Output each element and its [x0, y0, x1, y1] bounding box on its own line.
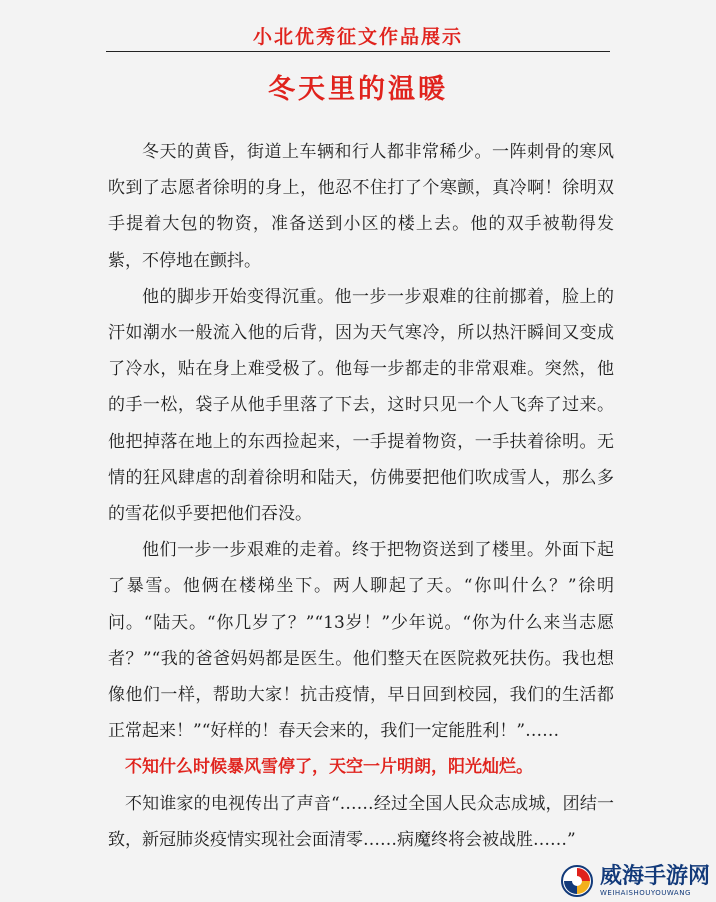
highlight-paragraph: 不知什么时候暴风雪停了，天空一片明朗，阳光灿烂。	[125, 757, 533, 778]
header-divider	[106, 51, 610, 52]
swirl-logo-icon	[560, 864, 594, 898]
article-body	[108, 134, 614, 858]
watermark-name-en: WEIHAISHOUYOUWANG	[599, 889, 691, 897]
site-watermark	[560, 864, 710, 898]
header-title: 小北优秀征文作品展示	[252, 26, 463, 48]
paragraph: 不知谁家的电视传出了声音“……经过全国人民众志成城，团结一致，新冠肺炎疫情实现社会面清零……病魔终将会被战胜……”	[108, 793, 614, 850]
paragraph: 冬天的黄昏，街道上车辆和行人都非常稀少。一阵刺骨的寒风吹到了志愿者徐明的身上，他忍不住打了个寒颤，真冷啊！徐明双手提着大包的物资，准备送到小区的楼上去。他的双手被勒得发紫，不停地在颤抖。	[108, 142, 614, 271]
watermark-name-cn: 威海手游网	[599, 864, 710, 889]
article-title: 冬天里的温暖	[268, 74, 448, 105]
paragraph: 他们一步一步艰难的走着。终于把物资送到了楼里。外面下起了暴雪。他俩在楼梯坐下。两人聊起了天。“你叫什么？”徐明问。“陆天。“你几岁了？”“13岁！”少年说。“你为什么来当志愿者？”“我的爸爸妈妈都是医生。他们整天在医院救死扶伤。我也想像他们一样，帮助大家！抗击疫情，早日回到校园，我们的生活都正常起来！”“好样的！春天会来的，我们一定能胜利！”……	[108, 540, 614, 742]
paragraph: 他的脚步开始变得沉重。他一步一步艰难的往前挪着，脸上的汗如潮水一般流入他的后背，因为天气寒冷，所以热汗瞬间又变成了冷水，贴在身上难受极了。他每一步都走的非常艰难。突然，他的手一松，袋子从他手里落了下去，这时只见一个人飞奔了过来。他把掉落在地上的东西捡起来，一手提着物资，一手扶着徐明。无情的狂风肆虐的刮着徐明和陆天，仿佛要把他们吹成雪人，那么多的雪花似乎要把他们吞没。	[108, 286, 614, 525]
